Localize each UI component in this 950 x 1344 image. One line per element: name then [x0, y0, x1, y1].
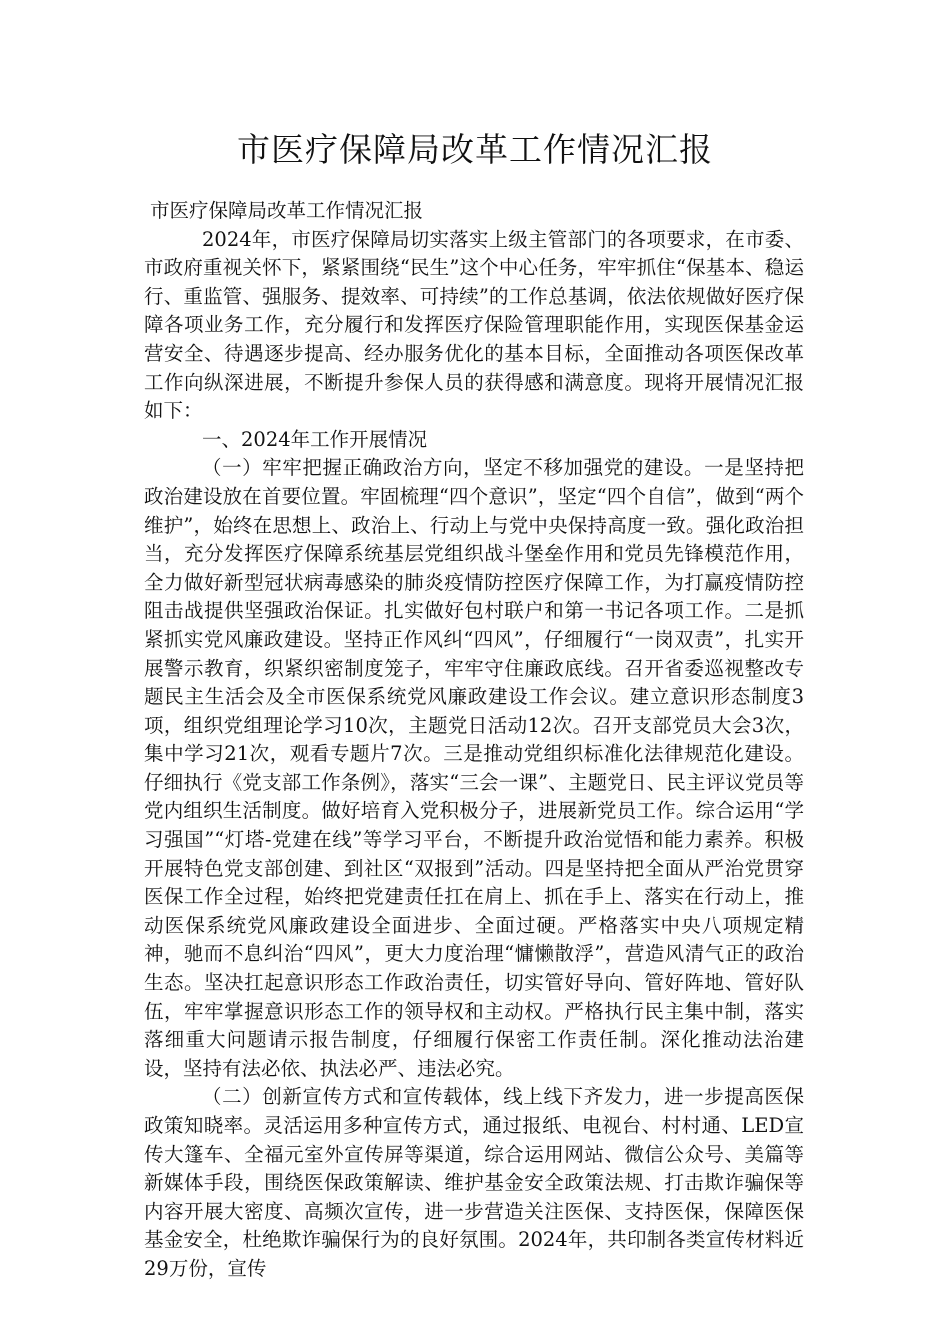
paragraph-party-building: （一）牢牢把握正确政治方向，坚定不移加强党的建设。一是坚持把政治建设放在首要位置。牢固梳理“四个意识”，坚定“四个自信”，做到“两个维护”，始终在思想上、政治上、行动上与党中央保持高度一致。强化政治担当，充分发挥医疗保障系统基层党组织战斗堡垒作用和党员先锋模范作用，全力做好新型冠状病毒感染的肺炎疫情防控医疗保障工作，为打赢疫情防控阻击战提供坚强政治保证。扎实做好包村联户和第一书记各项工作。二是抓紧抓实党风廉政建设。坚持正作风纠“四风”，仔细履行“一岗双责”，扎实开展警示教育，织紧织密制度笼子，牢牢守住廉政底线。召开省委巡视整改专题民主生活会及全市医保系统党风廉政建设工作会议。建立意识形态制度3项，组织党组理论学习10次，主题党日活动12次。召开支部党员大会3次，集中学习21次，观看专题片7次。三是推动党组织标准化法律规范化建设。仔细执行《党支部工作条例》，落实“三会一课”、主题党日、民主评议党员等党内组织生活制度。做好培育入党积极分子，进展新党员工作。综合运用“学习强国”“灯塔-党建在线”等学习平台，不断提升政治觉悟和能力素养。积极开展特色党支部创建、到社区“双报到”活动。四是坚持把全面从严治党贯穿医保工作全过程，始终把党建责任扛在肩上、抓在手上、落实在行动上，推动医保系统党风廉政建设全面进步、全面过硬。严格落实中央八项规定精神，驰而不息纠治“四风”，更大力度治理“慵懒散浮”，营造风清气正的政治生态。坚决扛起意识形态工作政治责任，切实管好导向、管好阵地、管好队伍，牢牢掌握意识形态工作的领导权和主动权。严格执行民主集中制，落实落细重大问题请示报告制度，仔细履行保密工作责任制。深化推动法治建设，坚持有法必依、执法必严、违法必究。: [144, 456, 804, 1080]
document-subtitle: 市医疗保障局改革工作情况汇报: [150, 199, 424, 222]
document-body: [144, 197, 804, 1284]
paragraph-intro: 2024年，市医疗保障局切实落实上级主管部门的各项要求，在市委、市政府重视关怀下，紧紧围绕“民生”这个中心任务，牢牢抓住“保基本、稳运行、重监管、强服务、提效率、可持续”的工作总基调，依法依规做好医疗保障各项业务工作，充分履行和发挥医疗保险管理职能作用，实现医保基金运营安全、待遇逐步提高、经办服务优化的基本目标，全面推动各项医保改革工作向纵深进展，不断提升参保人员的获得感和满意度。现将开展情况汇报如下：: [144, 227, 804, 423]
document-title: 市医疗保障局改革工作情况汇报: [237, 130, 713, 169]
paragraph-publicity: （二）创新宣传方式和宣传载体，线上线下齐发力，进一步提高医保政策知晓率。灵活运用多种宣传方式，通过报纸、电视台、村村通、LED宣传大篷车、全福元室外宣传屏等渠道，综合运用网站、微信公众号、美篇等新媒体手段，围绕医保政策解读、维护基金安全政策法规、打击欺诈骗保等内容开展大密度、高频次宣传，进一步营造关注医保、支持医保，保障医保基金安全，杜绝欺诈骗保行为的良好氛围。2024年，共印制各类宣传材料近29万份，宣传: [144, 1085, 804, 1280]
section-heading: 一、2024年工作开展情况: [202, 427, 428, 451]
